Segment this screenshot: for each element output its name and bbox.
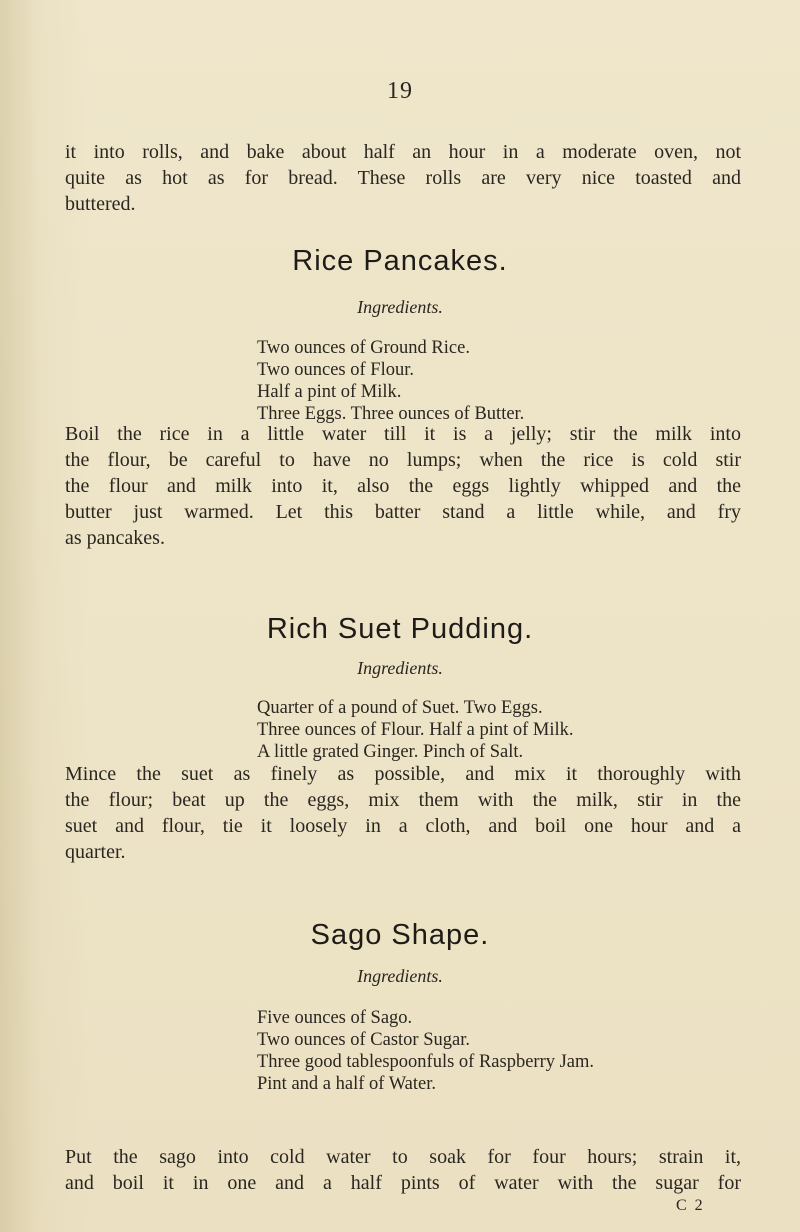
- ingredients-heading: Ingredients.: [357, 658, 443, 678]
- text-line: butter just warmed. Let this batter stand a little while, and fry: [65, 501, 741, 523]
- ingredient-item: Three Eggs. Three ounces of Butter.: [257, 404, 525, 424]
- recipe-title-sago-shape: Sago Shape.: [310, 919, 490, 951]
- text-line: as pancakes.: [65, 527, 165, 549]
- ingredients-heading: Ingredients.: [357, 297, 443, 317]
- ingredient-item: Five ounces of Sago.: [257, 1008, 413, 1028]
- text-line: suet and flour, tie it loosely in a cloth, and boil one hour and a: [65, 815, 741, 837]
- text-line: Boil the rice in a little water till it is a jelly; stir the milk into: [65, 423, 741, 445]
- ingredients-list-rich-suet-pudding: [257, 697, 777, 763]
- text-line: it into rolls, and bake about half an hour in a moderate oven, not: [65, 141, 741, 163]
- ingredient-item: Three good tablespoonfuls of Raspberry Jam.: [257, 1052, 595, 1072]
- text-line: Mince the suet as finely as possible, and mix it thoroughly with: [65, 763, 741, 785]
- text-line: and boil it in one and a half pints of water with the sugar for: [65, 1172, 741, 1194]
- text-line: the flour, be careful to have no lumps; when the rice is cold stir: [65, 449, 741, 471]
- ingredient-item: Two ounces of Castor Sugar.: [257, 1030, 470, 1050]
- text-line: buttered.: [65, 193, 136, 215]
- text-line: quite as hot as for bread. These rolls are very nice toasted and: [65, 167, 741, 189]
- ingredient-item: Half a pint of Milk.: [257, 382, 402, 402]
- ingredients-list-rice-pancakes: [257, 337, 777, 425]
- ingredient-item: A little grated Ginger. Pinch of Salt.: [257, 742, 524, 762]
- opening-paragraph: [65, 139, 741, 217]
- page-number: 19: [387, 78, 413, 104]
- ingredient-item: Quarter of a pound of Suet. Two Eggs.: [257, 698, 543, 718]
- recipe-title-rich-suet-pudding: Rich Suet Pudding.: [266, 613, 534, 645]
- recipe-title-rice-pancakes: Rice Pancakes.: [292, 245, 508, 277]
- method-rich-suet-pudding: [65, 761, 741, 865]
- method-sago-shape: [65, 1144, 741, 1196]
- text-line: the flour; beat up the eggs, mix them with the milk, stir in the: [65, 789, 741, 811]
- ingredients-list-sago-shape: [257, 1007, 777, 1095]
- text-line: Put the sago into cold water to soak for four hours; strain it,: [65, 1146, 741, 1168]
- signature-mark: C 2: [676, 1197, 705, 1214]
- ingredients-heading: Ingredients.: [357, 966, 443, 986]
- method-rice-pancakes: [65, 421, 741, 551]
- ingredient-item: Two ounces of Flour.: [257, 360, 414, 380]
- ingredient-item: Two ounces of Ground Rice.: [257, 338, 470, 358]
- text-line: the flour and milk into it, also the eggs lightly whipped and the: [65, 475, 741, 497]
- text-line: quarter.: [65, 841, 126, 863]
- ingredient-item: Pint and a half of Water.: [257, 1074, 437, 1094]
- ingredient-item: Three ounces of Flour. Half a pint of Milk.: [257, 720, 574, 740]
